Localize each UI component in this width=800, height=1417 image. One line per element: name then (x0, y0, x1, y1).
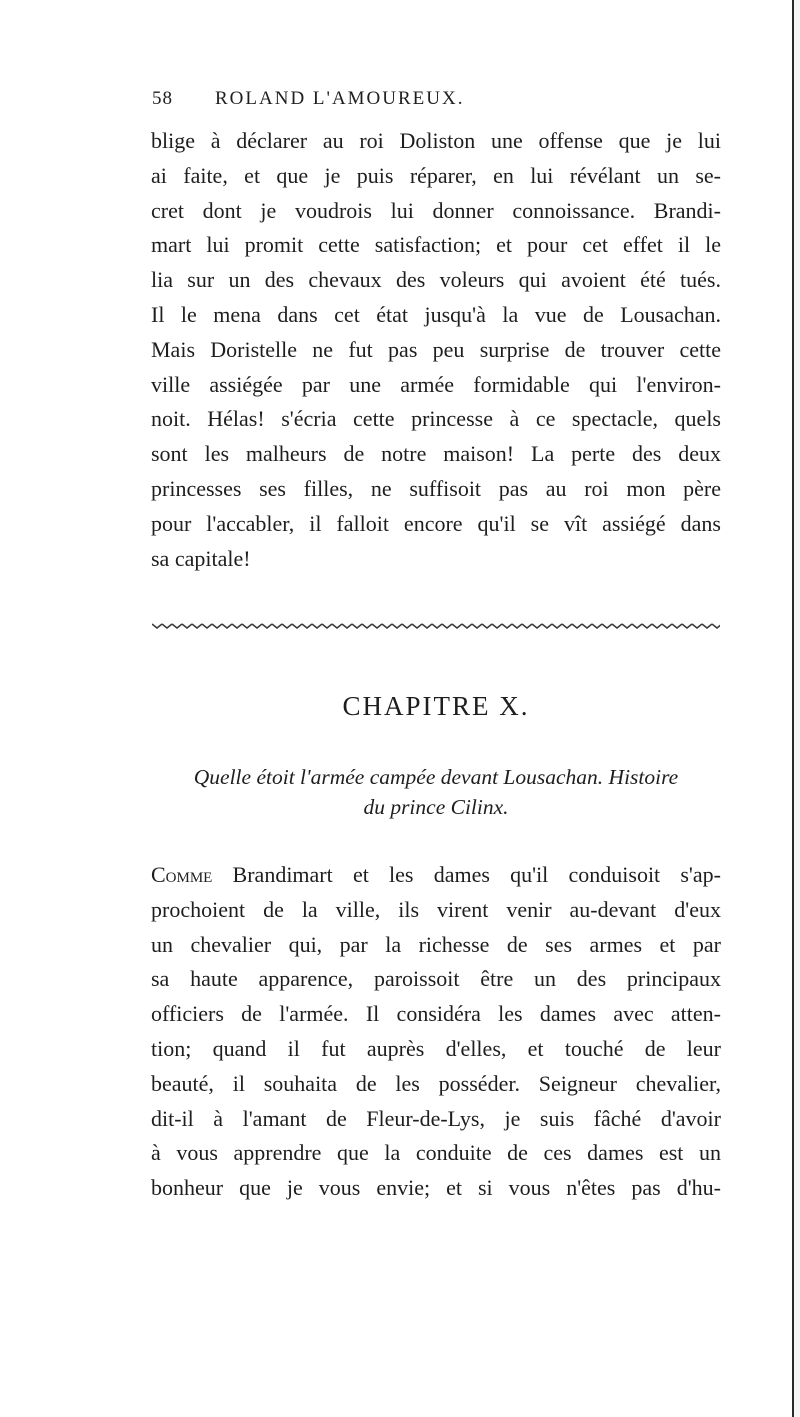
page-edge-border (792, 0, 800, 1417)
chapter-title: CHAPITRE X. (342, 691, 530, 721)
text-line: sa haute apparence, paroissoit être un des principaux (151, 966, 721, 992)
chapter-summary-line: du prince Cilinx. (363, 795, 509, 819)
chapter-summary (151, 762, 721, 822)
paragraph-one (151, 124, 721, 576)
text-line: à vous apprendre que la conduite de ces dames est un (151, 1140, 721, 1166)
text-line: Mais Doristelle ne fut pas peu surprise de trouver cette (151, 336, 721, 362)
text-line: sa capitale! (151, 545, 251, 571)
text-line: officiers de l'armée. Il considéra les dames avec atten- (151, 1001, 721, 1027)
page-header (152, 88, 712, 114)
text-line: pour l'accabler, il falloit encore qu'il se vît assiégé dans (151, 510, 721, 536)
text-line (151, 858, 721, 893)
text-line: ville assiégée par une armée formidable qui l'environ- (151, 371, 721, 397)
text-line: beauté, il souhaita de les posséder. Seigneur chevalier, (151, 1070, 721, 1096)
text-line: prochoient de la ville, ils virent venir au-devant d'eux (151, 896, 721, 922)
chapter-summary-line: Quelle étoit l'armée campée devant Lousachan. Histoire (193, 765, 679, 789)
drop-word: Comme (151, 862, 213, 887)
text-line: princesses ses filles, ne suffisoit pas au roi mon père (151, 475, 721, 501)
text-line: un chevalier qui, par la richesse de ses armes et par (151, 931, 721, 957)
text-line: lia sur un des chevaux des voleurs qui avoient été tués. (151, 267, 721, 293)
text-line-rest: Brandimart et les dames qu'il conduisoit s'ap- (212, 862, 721, 887)
decorative-rule (152, 622, 720, 630)
text-line: ai faite, et que je puis réparer, en lui révélant un se- (151, 162, 721, 188)
paragraph-two (151, 858, 721, 1206)
text-line: blige à déclarer au roi Doliston une offense que je lui (151, 128, 721, 153)
page-number: 58 (152, 88, 173, 109)
running-title: ROLAND L'AMOUREUX. (215, 88, 465, 109)
text-line: noit. Hélas! s'écria cette princesse à ce spectacle, quels (151, 406, 721, 432)
text-line: sont les malheurs de notre maison! La perte des deux (151, 441, 721, 467)
text-line: bonheur que je vous envie; et si vous n'êtes pas d'hu- (151, 1175, 721, 1201)
text-line: Il le mena dans cet état jusqu'à la vue de Lousachan. (151, 301, 721, 327)
text-line: mart lui promit cette satisfaction; et pour cet effet il le (151, 232, 721, 258)
text-line: dit-il à l'amant de Fleur-de-Lys, je suis fâché d'avoir (151, 1105, 721, 1131)
text-line: tion; quand il fut auprès d'elles, et touché de leur (151, 1035, 721, 1061)
text-line: cret dont je voudrois lui donner connoissance. Brandi- (151, 197, 721, 223)
